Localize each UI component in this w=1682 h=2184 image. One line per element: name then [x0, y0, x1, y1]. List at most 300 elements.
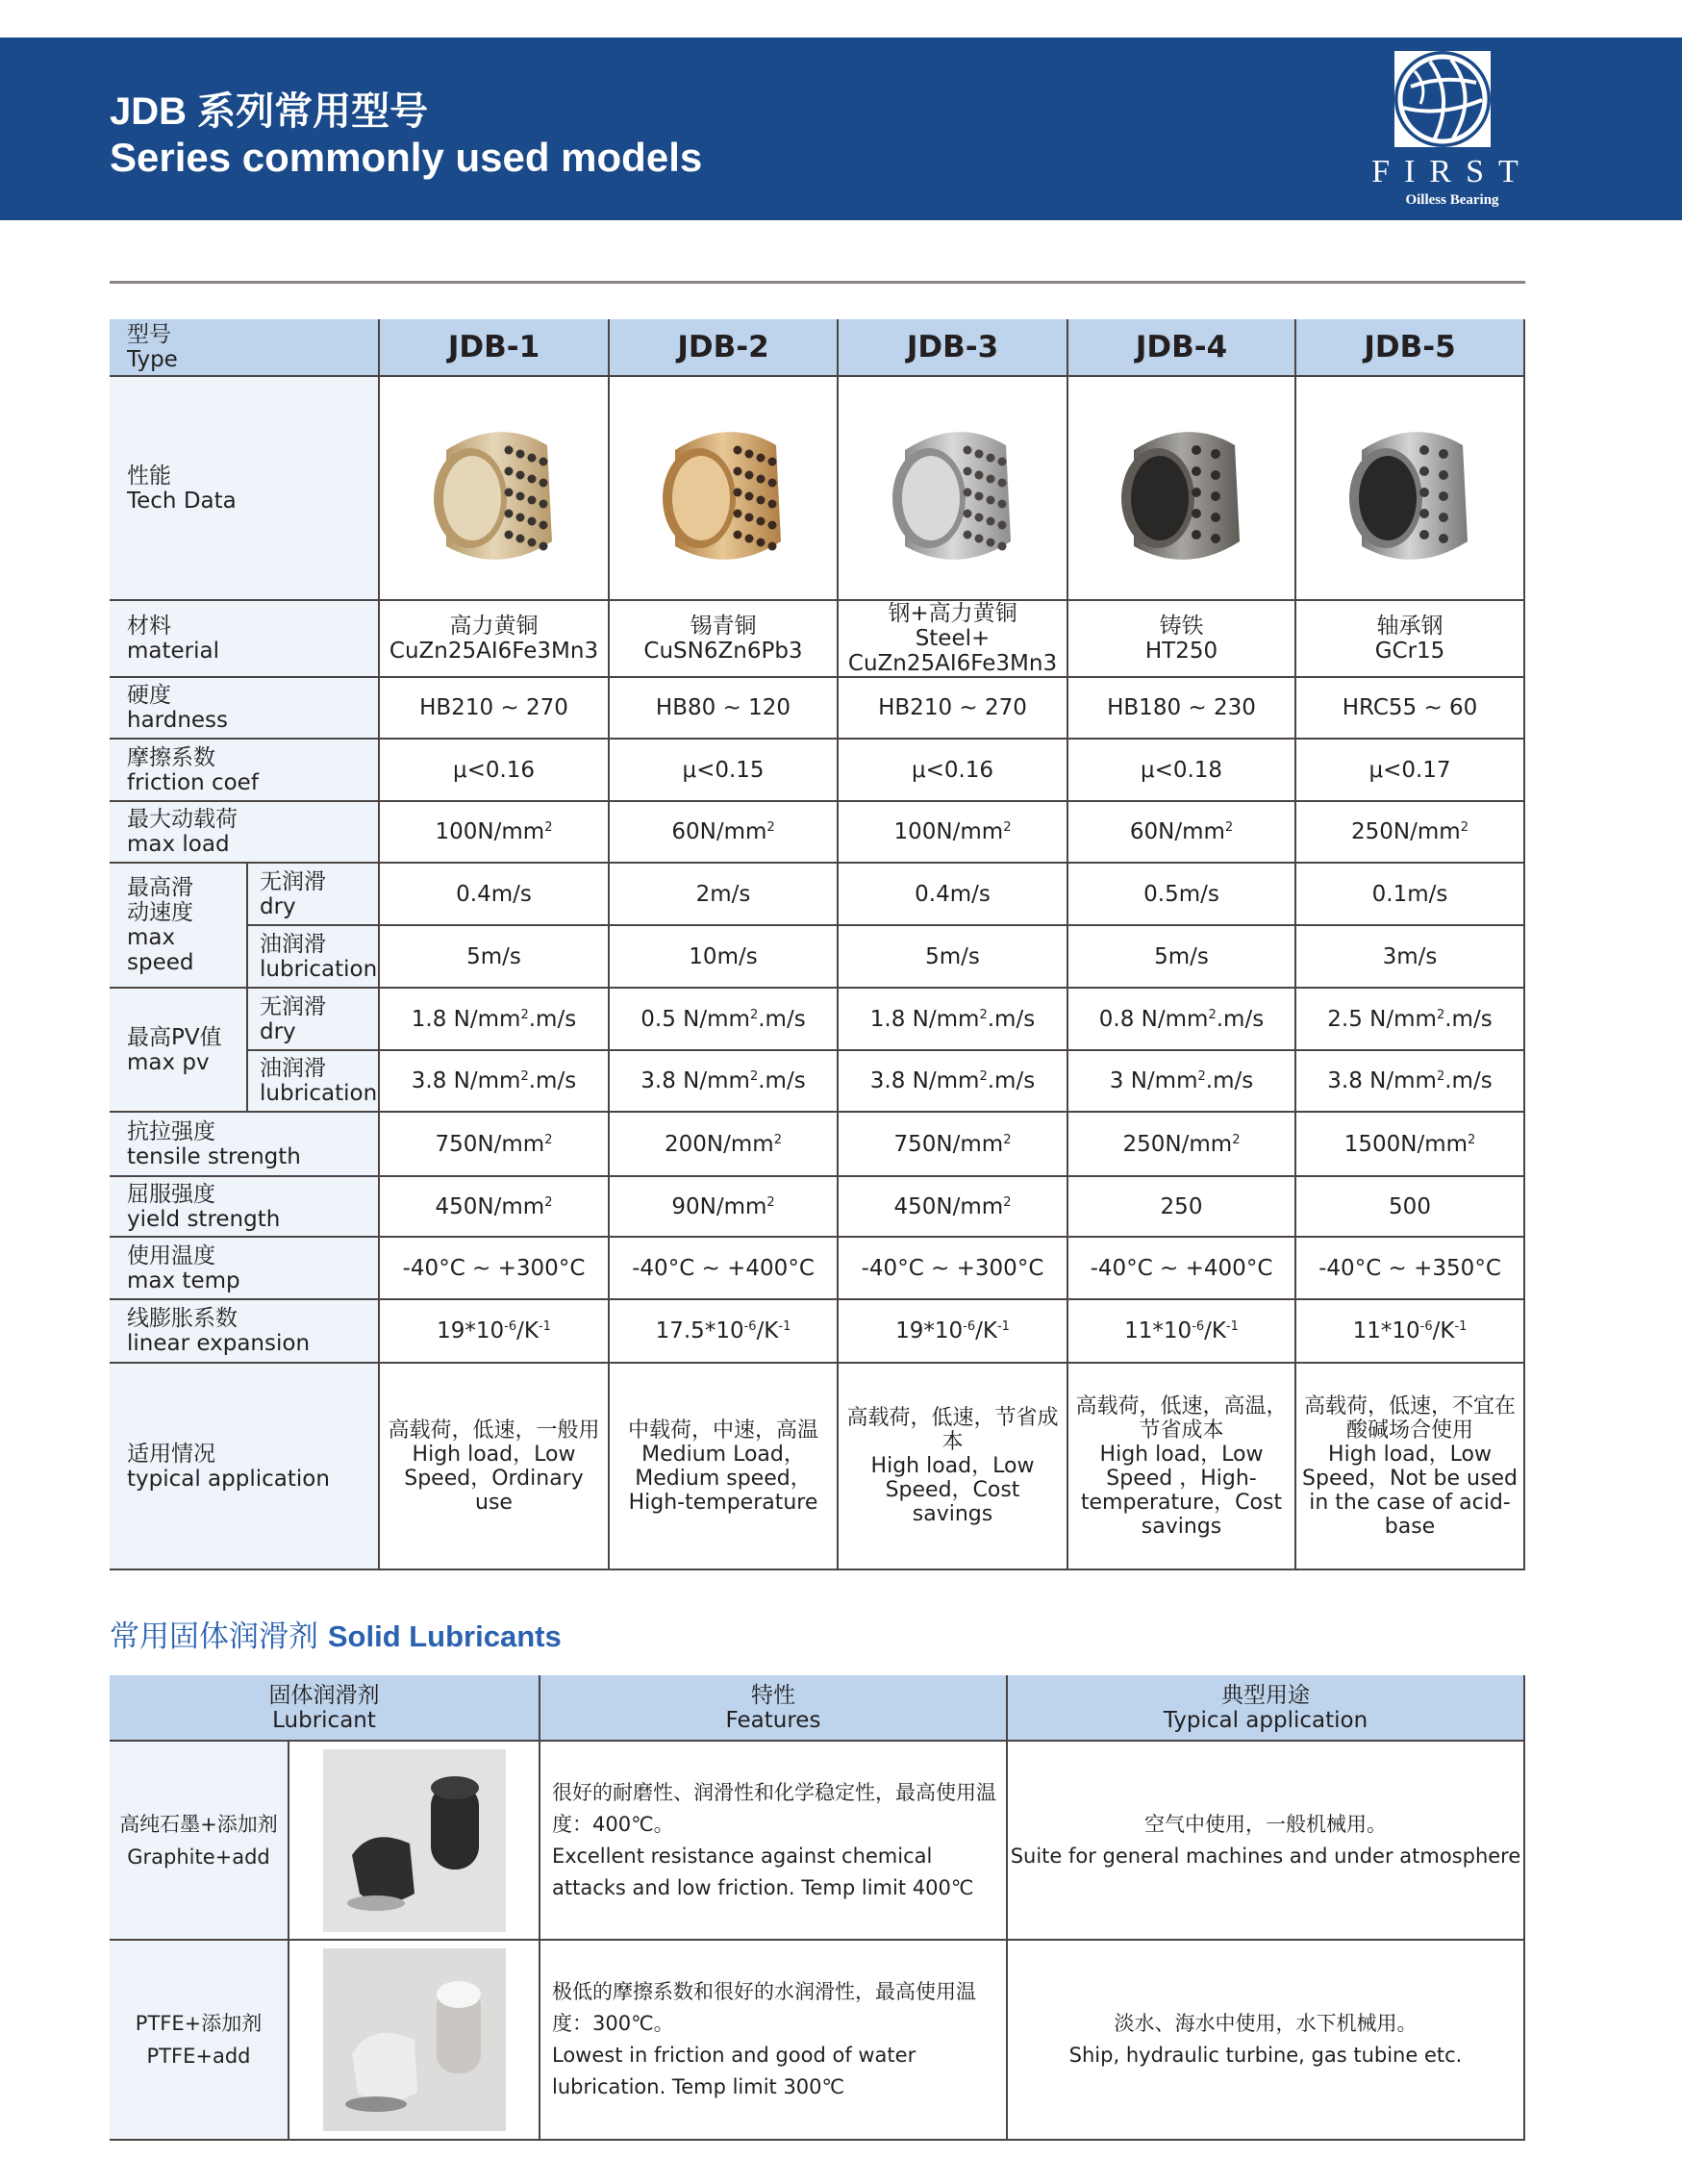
value: 0.4m/s [915, 881, 991, 907]
max_speed-value-text [456, 882, 532, 907]
expansion-label-text-en: linear expansion [127, 1331, 311, 1356]
max_pv-lub-value [380, 1051, 610, 1113]
max_load-label-text-cn: 最大动载荷 [127, 807, 238, 832]
unit: /K [975, 1318, 997, 1343]
max_temp-value [1296, 1238, 1525, 1300]
hardness-text [419, 695, 568, 720]
material-text [1145, 614, 1218, 664]
max_temp-value-text: -40°C ~ +400°C [1090, 1255, 1273, 1281]
max_load-value [610, 802, 839, 864]
max_pv-dry-label-text-en: dry [260, 1018, 296, 1044]
max_speed-dry-value [1068, 864, 1296, 926]
bearing-image-cell [1068, 377, 1296, 601]
expansion-text [656, 1318, 791, 1343]
superscript: 2 [544, 820, 553, 835]
superscript: 2 [1232, 1132, 1241, 1147]
graphite-sample-image [323, 1749, 506, 1932]
max_speed-dry-value [1296, 864, 1525, 926]
max_pv-lub-value [839, 1051, 1068, 1113]
lubricant-name-text [119, 1808, 278, 1873]
tensile-label-text-en: tensile strength [127, 1143, 301, 1169]
max_temp-value [1068, 1238, 1296, 1300]
max_load-value [1296, 802, 1525, 864]
header-text [726, 1683, 821, 1733]
friction-value [1068, 740, 1296, 802]
application-value [1068, 1364, 1296, 1570]
logo-name: FIRST [1371, 154, 1533, 189]
header-en: Lubricant [272, 1707, 376, 1733]
features-text [552, 1976, 1006, 2103]
lubricant-name-text [136, 2007, 262, 2072]
value: 3m/s [1382, 943, 1438, 969]
max_load-value-text: 100N/mm [435, 819, 545, 844]
unit-suffix: .m/s [758, 1068, 806, 1093]
superscript: 2 [1436, 1069, 1445, 1084]
material-cn: 高力黄铜 [449, 614, 539, 639]
max_pv-dry-value [610, 989, 839, 1051]
friction-text [1141, 758, 1222, 783]
features-cn: 很好的耐磨性、润滑性和化学稳定性，最高使用温度：400℃。 [552, 1780, 996, 1836]
lubricant-application [1008, 1742, 1525, 1941]
hardness-value-text: HB210 ~ 270 [419, 695, 568, 720]
friction-label-text-cn: 摩擦系数 [127, 744, 215, 770]
value: 5m/s [466, 943, 521, 969]
max_pv-value-text [870, 1068, 1035, 1093]
unit-suffix: .m/s [987, 1068, 1036, 1093]
max_pv-value-text [640, 1007, 805, 1032]
bearing-image-cell [610, 377, 839, 601]
application-en: High load，Low Speed，Cost savings [870, 1454, 1035, 1526]
max_speed-lub-label-text [260, 932, 377, 982]
superscript: 2 [979, 1069, 988, 1084]
value: 10m/s [689, 943, 758, 969]
divider [110, 281, 1525, 284]
bearing-image-cell [380, 377, 610, 601]
max_pv-dry-value [1296, 989, 1525, 1051]
header-cn: 特性 [751, 1682, 795, 1708]
max_speed-dry-value [610, 864, 839, 926]
tensile-label [110, 1113, 380, 1177]
unit-suffix: .m/s [1444, 1006, 1493, 1032]
expansion-text [1124, 1318, 1239, 1343]
application-en: Medium Load，Medium speed，High-temperature [628, 1442, 818, 1515]
max-pv-label-text [127, 1025, 222, 1075]
max_load-label [110, 802, 380, 864]
max_load-label-text-en: max load [127, 832, 230, 857]
max_pv-value-text [1327, 1007, 1492, 1032]
hardness-text [1343, 695, 1478, 720]
lubricant-name [110, 1742, 289, 1941]
max_pv-lub-label-text-cn: 油润滑 [260, 1056, 326, 1081]
tensile-label-text [127, 1119, 301, 1169]
bearing-image-cell [839, 377, 1068, 601]
max_load-value-text: 60N/mm [671, 819, 767, 844]
unit: /K [516, 1318, 539, 1343]
material-en2: CuZn25AI6Fe3Mn3 [847, 651, 1058, 676]
hardness-label-text-cn: 硬度 [127, 683, 171, 708]
model-header [1068, 319, 1296, 377]
max_speed-lub-label-text-en: lubrication [260, 956, 378, 982]
superscript: 2 [1436, 1007, 1445, 1022]
expansion-value [839, 1300, 1068, 1364]
max-speed-text [127, 875, 246, 975]
tensile-value-text: 1500N/mm [1343, 1131, 1468, 1157]
max_pv-dry-value [839, 989, 1068, 1051]
type-label-en: Type [127, 347, 178, 372]
superscript: 2 [1224, 820, 1234, 835]
superscript: 2 [749, 1007, 759, 1022]
exponent: -6 [504, 1319, 517, 1334]
application-label [110, 1364, 380, 1570]
value: 0.5 N/mm [640, 1006, 750, 1032]
bushing-image [403, 397, 586, 580]
tensile-label-text-cn: 抗拉强度 [127, 1118, 215, 1144]
friction-value [380, 740, 610, 802]
lubricant-features [540, 1742, 1008, 1941]
hardness-value [839, 678, 1068, 740]
tensile-text [436, 1132, 553, 1157]
expansion-text [437, 1318, 551, 1343]
bushing-image [1091, 397, 1273, 580]
ptfe-sample-image [323, 1948, 506, 2131]
material-value [380, 601, 610, 678]
max_load-text [1130, 819, 1233, 844]
max-pv-label [110, 989, 248, 1113]
application-en: High load，Low Speed ，High-temperature，Cost savings [1080, 1442, 1283, 1539]
expansion-value-text: 19*10 [437, 1318, 505, 1343]
exponent: -6 [743, 1319, 757, 1334]
max_speed-value-text [1143, 882, 1219, 907]
lubricant-col-header [1008, 1675, 1525, 1742]
max_speed-dry-label-text-cn: 无润滑 [260, 868, 326, 894]
header-cn: 典型用途 [1220, 1682, 1310, 1708]
bushing-image [862, 397, 1044, 580]
max_pv-value-text [870, 1007, 1035, 1032]
hardness-value [380, 678, 610, 740]
unit-suffix: .m/s [528, 1068, 577, 1093]
tensile-value-text: 750N/mm [893, 1131, 1004, 1157]
max_pv-lub-label-text-en: lubrication [260, 1081, 378, 1106]
max_pv-lub-value [610, 1051, 839, 1113]
max_speed-lub-value [380, 926, 610, 989]
friction-label [110, 740, 380, 802]
header-en: Features [725, 1707, 821, 1733]
brand-logo [1366, 46, 1539, 214]
application-label-text-en: typical application [127, 1466, 330, 1492]
exponent: -6 [1192, 1319, 1205, 1334]
max_speed-dry-value [839, 864, 1068, 926]
application-cn: 淡水、海水中使用，水下机械用。 [1114, 2012, 1418, 2035]
friction-label-text [127, 745, 259, 795]
max-speed-label [110, 864, 248, 989]
superscript: 2 [749, 1069, 759, 1084]
unit-exponent: -1 [538, 1319, 551, 1334]
max_pv-lub-value [1068, 1051, 1296, 1113]
value: 3.8 N/mm [1327, 1068, 1437, 1093]
max_temp-value-text: -40°C ~ +300°C [861, 1255, 1044, 1281]
application-cn: 高载荷，低速，一般用 [388, 1418, 600, 1443]
max_speed-value-text [1383, 944, 1438, 969]
bearing-image-cell [1296, 377, 1525, 601]
tensile-text [894, 1132, 1012, 1157]
material-label-text [127, 614, 219, 664]
max_load-value-text: 60N/mm [1129, 819, 1225, 844]
unit-exponent: -1 [996, 1319, 1010, 1334]
tech-data-label [110, 377, 380, 601]
application-value [1296, 1364, 1525, 1570]
page-title-en: Series commonly used models [110, 135, 703, 180]
application-text [1011, 1809, 1521, 1872]
value: 5m/s [1154, 943, 1209, 969]
max_pv-value-text [1327, 1068, 1492, 1093]
friction-text [1368, 758, 1450, 783]
material-text [389, 614, 598, 664]
superscript: 2 [766, 820, 775, 835]
max_temp-text [1091, 1256, 1273, 1281]
tensile-value [380, 1113, 610, 1177]
superscript: 2 [1003, 820, 1012, 835]
max_load-value [1068, 802, 1296, 864]
max_load-text [894, 819, 1012, 844]
expansion-label [110, 1300, 380, 1364]
hardness-value [1068, 678, 1296, 740]
application-text [614, 1418, 833, 1515]
lubricant-name-en: PTFE+add [146, 2045, 251, 2068]
yield-text [1389, 1194, 1431, 1219]
max_pv-value-text [1110, 1068, 1253, 1093]
material-label-text-cn: 材料 [127, 614, 171, 639]
material-label-text-en: material [127, 639, 219, 664]
max_load-text [1351, 819, 1469, 844]
superscript: 2 [520, 1069, 529, 1084]
friction-text [682, 758, 764, 783]
yield-label [110, 1177, 380, 1238]
max_speed-lub-value [839, 926, 1068, 989]
type-label-cn: 型号 [127, 322, 171, 347]
superscript: 2 [1003, 1194, 1012, 1210]
max_speed-lub-value [610, 926, 839, 989]
yield-text [436, 1194, 553, 1219]
material-cn: 锡青铜 [690, 614, 757, 639]
friction-value [839, 740, 1068, 802]
max_temp-label-text-cn: 使用温度 [127, 1243, 215, 1268]
unit-exponent: -1 [1454, 1319, 1468, 1334]
value: 1.8 N/mm [411, 1006, 521, 1032]
tech-label [127, 464, 237, 514]
lubricant-name-cn: 高纯石墨+添加剂 [119, 1812, 278, 1836]
max_pv-lub-value [1296, 1051, 1525, 1113]
application-en: Suite for general machines and under atmosphere [1010, 1844, 1521, 1868]
max_load-value [839, 802, 1068, 864]
max_pv-dry-value [380, 989, 610, 1051]
yield-text [1161, 1194, 1203, 1219]
max_pv-dry-label-text [260, 994, 326, 1044]
max_speed-value-text [689, 944, 757, 969]
superscript: 2 [1003, 1132, 1012, 1147]
yield-text [671, 1194, 774, 1219]
hardness-text [878, 695, 1027, 720]
hardness-label-text-en: hardness [127, 708, 229, 733]
max_temp-label-text [127, 1243, 240, 1293]
hardness-value-text: HB180 ~ 230 [1107, 695, 1256, 720]
lubricant-image-cell [289, 1941, 540, 2141]
material-en: CuZn25AI6Fe3Mn3 [389, 639, 599, 664]
friction-value-text: μ<0.17 [1368, 757, 1451, 783]
tensile-value [1068, 1113, 1296, 1177]
model-name: JDB-2 [677, 330, 769, 364]
application-text [1069, 2008, 1463, 2071]
max_pv-value-text [412, 1007, 576, 1032]
max_speed-lub-value [1068, 926, 1296, 989]
value: 0.8 N/mm [1098, 1006, 1209, 1032]
application-value [610, 1364, 839, 1570]
max_speed-value-text [696, 882, 751, 907]
hardness-value [1296, 678, 1525, 740]
max_speed-dry-label-text-en: dry [260, 893, 296, 919]
material-en: GCr15 [1374, 639, 1445, 664]
material-en: Steel+ [915, 626, 991, 651]
material-cn: 轴承钢 [1376, 614, 1444, 639]
friction-text [912, 758, 993, 783]
friction-value [610, 740, 839, 802]
tensile-value-text: 200N/mm [665, 1131, 774, 1157]
material-value [839, 601, 1068, 678]
value: 3 N/mm [1109, 1068, 1198, 1093]
tensile-text [665, 1132, 782, 1157]
value: 2m/s [695, 881, 751, 907]
max_pv-value-text [640, 1068, 805, 1093]
max_speed-value-text [1154, 944, 1209, 969]
globe-icon [1392, 48, 1494, 150]
max_speed-value-text [925, 944, 980, 969]
material-cn: 铸铁 [1159, 614, 1204, 639]
yield-value [839, 1177, 1068, 1238]
material-label [110, 601, 380, 678]
yield-value-text: 450N/mm [893, 1193, 1004, 1219]
header-cn: 固体润滑剂 [268, 1682, 380, 1708]
value: 1.8 N/mm [869, 1006, 980, 1032]
value: 0.1m/s [1371, 881, 1448, 907]
hardness-text [1107, 695, 1256, 720]
section-title-cn: 常用固体润滑剂 [110, 1619, 318, 1654]
max_speed-dry-label [248, 864, 380, 926]
max_temp-label-text-en: max temp [127, 1268, 240, 1293]
max_temp-value [839, 1238, 1068, 1300]
model-name: JDB-1 [447, 330, 540, 364]
max_temp-label [110, 1238, 380, 1300]
unit-suffix: .m/s [1205, 1068, 1254, 1093]
expansion-value-text: 19*10 [895, 1318, 964, 1343]
model-header [839, 319, 1068, 377]
max_speed-value-text [466, 944, 521, 969]
expansion-text [1353, 1318, 1468, 1343]
lubricants-section-title [110, 1612, 562, 1655]
max-speed-cn1: 最高滑 [127, 875, 193, 900]
max_speed-lub-label [248, 926, 380, 989]
max_load-value-text: 100N/mm [893, 819, 1004, 844]
max_speed-dry-label-text [260, 869, 326, 919]
bushing-image [1318, 397, 1501, 580]
exponent: -6 [963, 1319, 976, 1334]
expansion-value-text: 11*10 [1352, 1318, 1420, 1343]
max-pv-label-text-cn: 最高PV值 [127, 1024, 222, 1050]
bushing-image [632, 397, 815, 580]
max_speed-lub-value [1296, 926, 1525, 989]
friction-value-text: μ<0.15 [682, 757, 765, 783]
superscript: 2 [520, 1007, 529, 1022]
features-cn: 极低的摩擦系数和很好的水润滑性，最高使用温度：300℃。 [552, 1980, 976, 2035]
expansion-value-text: 17.5*10 [655, 1318, 744, 1343]
material-en: CuSN6Zn6Pb3 [643, 639, 803, 664]
friction-text [453, 758, 535, 783]
yield-value-text: 90N/mm [671, 1193, 767, 1219]
max_temp-value-text: -40°C ~ +400°C [632, 1255, 815, 1281]
lubricant-features [540, 1941, 1008, 2141]
lubricant-name-en: Graphite+add [127, 1845, 270, 1869]
max_pv-dry-label-text-cn: 无润滑 [260, 993, 326, 1019]
hardness-text [656, 695, 791, 720]
superscript: 2 [1468, 1132, 1476, 1147]
application-label-text-cn: 适用情况 [127, 1441, 215, 1467]
max_load-value [380, 802, 610, 864]
max_speed-lub-label-text-cn: 油润滑 [260, 931, 326, 957]
value: 3.8 N/mm [411, 1068, 521, 1093]
max_pv-lub-label-text [260, 1056, 377, 1106]
tensile-value [610, 1113, 839, 1177]
header-en: Typical application [1163, 1707, 1368, 1733]
features-en: Lowest in friction and good of water lubrication. Temp limit 300℃ [552, 2044, 916, 2098]
application-en: Ship, hydraulic turbine, gas tubine etc. [1068, 2044, 1463, 2067]
expansion-text [895, 1318, 1010, 1343]
unit-suffix: .m/s [1216, 1006, 1265, 1032]
superscript: 2 [773, 1132, 782, 1147]
application-text [842, 1406, 1063, 1526]
max_speed-value-text [915, 882, 991, 907]
unit-suffix: .m/s [528, 1006, 577, 1032]
application-en: High load，Low Speed，Ordinary use [404, 1442, 584, 1515]
exponent: -6 [1419, 1319, 1433, 1334]
yield-label-text-en: yield strength [127, 1206, 281, 1232]
expansion-value-text: 11*10 [1124, 1318, 1192, 1343]
unit-exponent: -1 [1225, 1319, 1239, 1334]
hardness-value-text: HB210 ~ 270 [878, 695, 1027, 720]
application-cn: 高载荷，低速，高温，节省成本 [1075, 1393, 1288, 1443]
max_temp-text [862, 1256, 1044, 1281]
value: 3.8 N/mm [640, 1068, 750, 1093]
model-name: JDB-3 [906, 330, 999, 364]
max_temp-text [403, 1256, 586, 1281]
hardness-label-text [127, 683, 228, 733]
material-text [848, 601, 1057, 676]
max-pv-label-text-en: max pv [127, 1049, 210, 1075]
yield-value [1068, 1177, 1296, 1238]
hardness-value-text: HRC55 ~ 60 [1342, 695, 1478, 720]
model-name: JDB-5 [1364, 330, 1456, 364]
section-title-en: Solid Lubricants [327, 1619, 562, 1653]
type-label [127, 322, 178, 372]
max-speed-cn2: 动速度 [127, 900, 193, 925]
yield-label-text [127, 1182, 280, 1232]
application-cn: 中载荷，中速，高温 [627, 1418, 818, 1443]
value: 0.4m/s [456, 881, 532, 907]
superscript: 2 [979, 1007, 988, 1022]
superscript: 2 [544, 1194, 553, 1210]
tensile-value-text: 250N/mm [1122, 1131, 1233, 1157]
yield-text [894, 1194, 1012, 1219]
expansion-value [1296, 1300, 1525, 1364]
lubricant-col-header [540, 1675, 1008, 1742]
material-text [1375, 614, 1445, 664]
